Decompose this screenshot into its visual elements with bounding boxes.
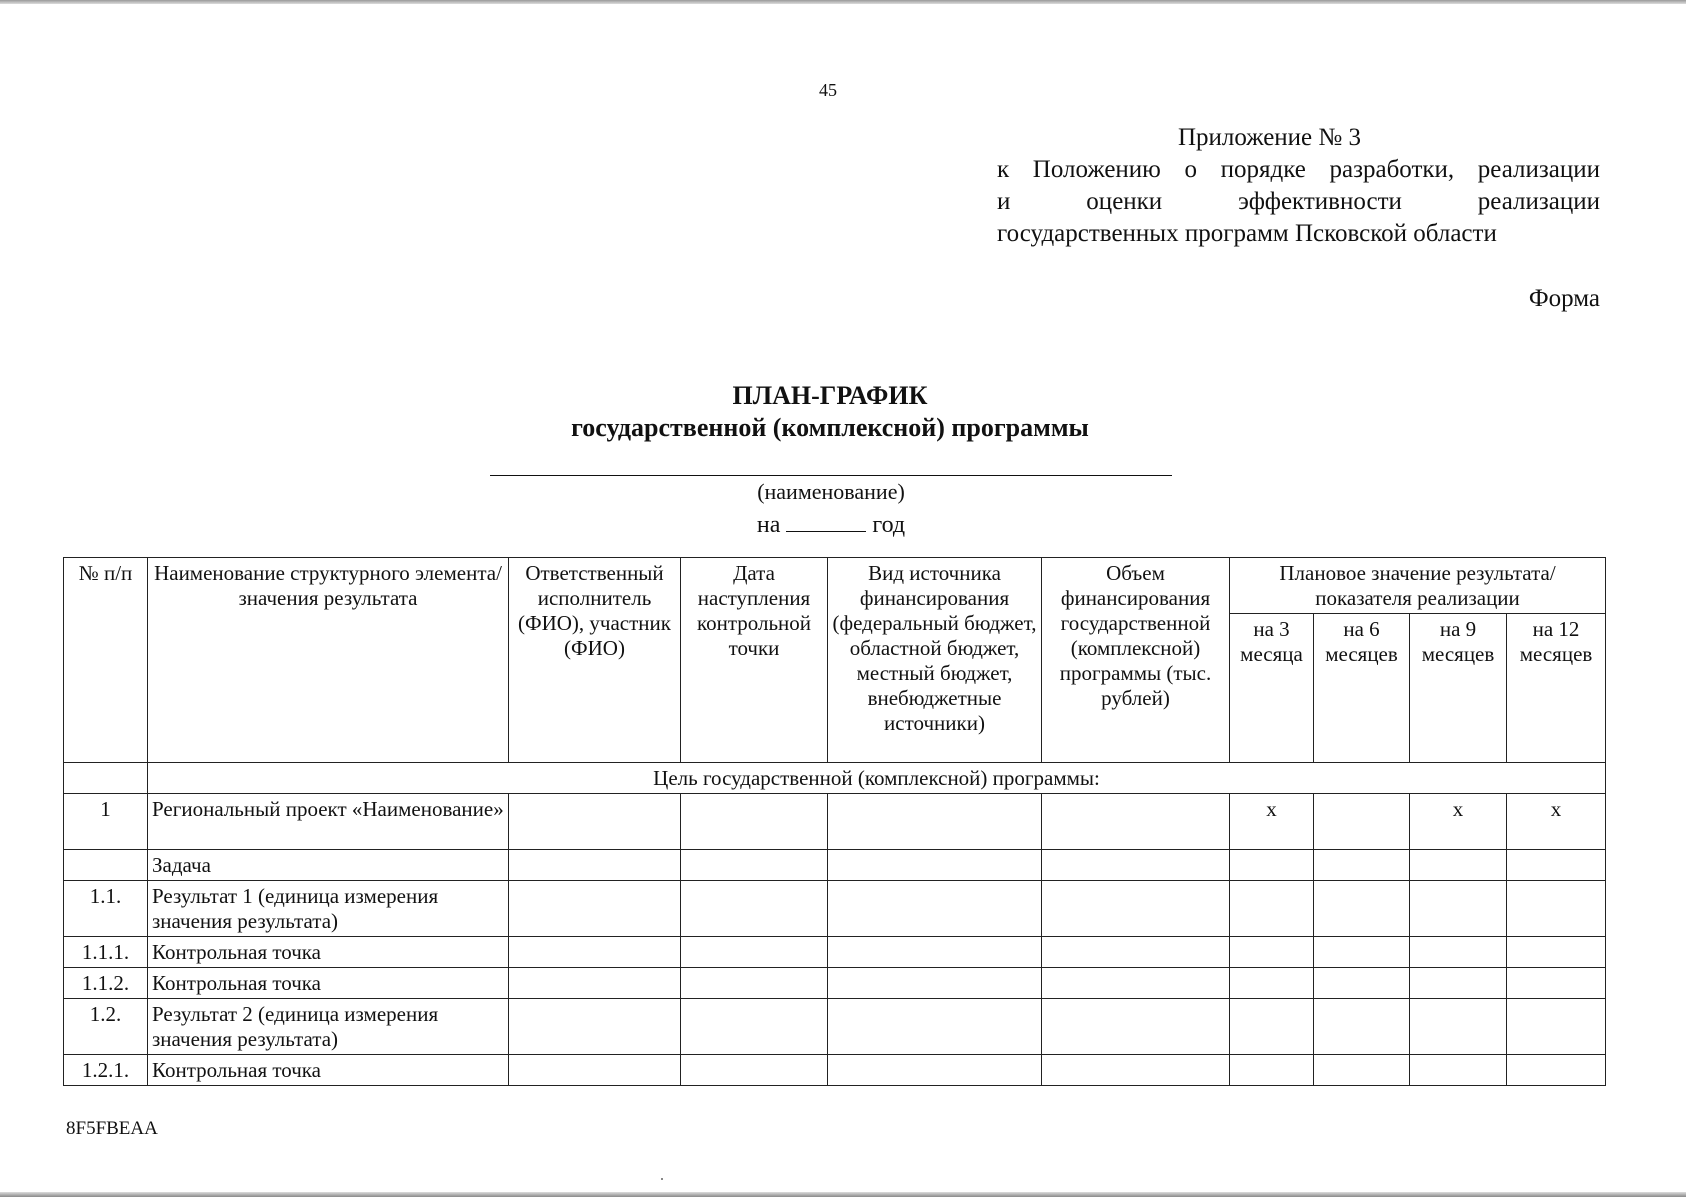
table-row: [64, 881, 1606, 937]
table-row: [64, 999, 1606, 1055]
row-responsible: [509, 881, 681, 937]
row-num: 1.1.: [64, 881, 148, 937]
header-planned-3m: на 3 месяца: [1230, 614, 1314, 763]
row-name: Контрольная точка: [148, 1055, 509, 1086]
row-name: Задача: [148, 850, 509, 881]
row-plan-12m: [1507, 937, 1606, 968]
header-name: Наименование структурного элемента/ значения результата: [148, 558, 509, 763]
row-source: [828, 999, 1042, 1055]
row-date: [681, 850, 828, 881]
row-source: [828, 1055, 1042, 1086]
row-plan-6m: [1314, 1055, 1410, 1086]
row-source: [828, 937, 1042, 968]
program-name-underline: [490, 475, 1172, 476]
scan-edge-top: [0, 0, 1686, 4]
row-name: Контрольная точка: [148, 937, 509, 968]
row-plan-12m: [1507, 968, 1606, 999]
row-plan-6m: [1314, 881, 1410, 937]
row-plan-6m: [1314, 794, 1410, 850]
table-row: [64, 794, 1606, 850]
row-source: [828, 881, 1042, 937]
row-responsible: [509, 794, 681, 850]
row-num: 1.1.1.: [64, 937, 148, 968]
header-source: Вид источника финансирования (федеральный бюджет, областной бюджет, местный бюджет, внебюджетные источники): [828, 558, 1042, 763]
row-plan-3m: х: [1230, 794, 1314, 850]
row-volume: [1042, 794, 1230, 850]
row-name: Контрольная точка: [148, 968, 509, 999]
header-num: № п/п: [64, 558, 148, 763]
goal-num-cell: [64, 763, 148, 794]
row-num: 1.1.2.: [64, 968, 148, 999]
row-responsible: [509, 937, 681, 968]
row-plan-12m: [1507, 881, 1606, 937]
row-responsible: [509, 968, 681, 999]
row-source: [828, 968, 1042, 999]
appendix-block: [997, 122, 1600, 250]
row-plan-6m: [1314, 968, 1410, 999]
form-label: Форма: [1528, 285, 1600, 312]
row-responsible: [509, 1055, 681, 1086]
row-plan-3m: [1230, 937, 1314, 968]
row-plan-9m: [1410, 968, 1507, 999]
title-line-1: ПЛАН-ГРАФИК: [732, 381, 928, 410]
row-plan-9m: [1410, 1055, 1507, 1086]
row-num: 1.2.: [64, 999, 148, 1055]
row-date: [681, 968, 828, 999]
row-plan-9m: [1410, 850, 1507, 881]
row-date: [681, 794, 828, 850]
row-num: [64, 850, 148, 881]
header-planned-12m: на 12 месяцев: [1507, 614, 1606, 763]
row-plan-12m: х: [1507, 794, 1606, 850]
row-volume: [1042, 850, 1230, 881]
document-code: 8F5FBEAA: [66, 1118, 158, 1139]
row-name: Результат 1 (единица измерения значения результата): [148, 881, 509, 937]
scan-edge-bottom: [0, 1192, 1686, 1197]
row-volume: [1042, 968, 1230, 999]
row-plan-9m: [1410, 999, 1507, 1055]
document-title: [400, 380, 1260, 444]
table-row: [64, 968, 1606, 999]
row-plan-9m: [1410, 937, 1507, 968]
row-plan-3m: [1230, 850, 1314, 881]
row-responsible: [509, 850, 681, 881]
row-date: [681, 999, 828, 1055]
row-volume: [1042, 881, 1230, 937]
table-row: [64, 1055, 1606, 1086]
row-responsible: [509, 999, 681, 1055]
row-name: Региональный проект «Наименование»: [148, 794, 509, 850]
row-volume: [1042, 937, 1230, 968]
row-plan-6m: [1314, 850, 1410, 881]
row-plan-6m: [1314, 937, 1410, 968]
row-plan-6m: [1314, 999, 1410, 1055]
table-row: [64, 937, 1606, 968]
row-volume: [1042, 1055, 1230, 1086]
row-plan-9m: х: [1410, 794, 1507, 850]
appendix-line-2: и оценки эффективности реализации: [997, 188, 1600, 215]
row-name: Результат 2 (единица измерения значения результата): [148, 999, 509, 1055]
row-volume: [1042, 999, 1230, 1055]
header-date: Дата наступления контрольной точки: [681, 558, 828, 763]
header-planned-9m: на 9 месяцев: [1410, 614, 1507, 763]
title-line-2: государственной (комплексной) программы: [571, 413, 1089, 442]
year-prefix: на: [756, 512, 781, 538]
row-date: [681, 881, 828, 937]
scan-speck: [661, 1178, 663, 1180]
row-date: [681, 1055, 828, 1086]
page-number: 45: [819, 80, 837, 100]
row-num: 1: [64, 794, 148, 850]
header-row-1: [64, 558, 1606, 614]
year-suffix: год: [872, 512, 906, 538]
row-plan-12m: [1507, 1055, 1606, 1086]
header-responsible: Ответственный исполнитель (ФИО), участник (ФИО): [509, 558, 681, 763]
year-line: [600, 511, 1062, 539]
appendix-line-3: государственных программ Псковской области: [997, 220, 1497, 247]
row-source: [828, 794, 1042, 850]
row-plan-9m: [1410, 881, 1507, 937]
appendix-line-1: к Положению о порядке разработки, реализации: [997, 156, 1600, 183]
row-date: [681, 937, 828, 968]
plan-schedule-table: [63, 557, 1606, 1086]
goal-row: [64, 763, 1606, 794]
header-volume: Объем финансирования государственной (комплексной) программы (тыс. рублей): [1042, 558, 1230, 763]
year-blank: [786, 511, 866, 532]
row-num: 1.2.1.: [64, 1055, 148, 1086]
row-plan-3m: [1230, 999, 1314, 1055]
appendix-title: Приложение № 3: [1177, 124, 1362, 151]
row-source: [828, 850, 1042, 881]
header-planned: Плановое значение результата/показателя реализации: [1230, 558, 1606, 614]
row-plan-12m: [1507, 850, 1606, 881]
row-plan-3m: [1230, 968, 1314, 999]
goal-cell: Цель государственной (комплексной) программы:: [148, 763, 1606, 794]
program-name-caption: (наименование): [757, 479, 905, 504]
header-planned-6m: на 6 месяцев: [1314, 614, 1410, 763]
row-plan-3m: [1230, 881, 1314, 937]
row-plan-3m: [1230, 1055, 1314, 1086]
row-plan-12m: [1507, 999, 1606, 1055]
table-row: [64, 850, 1606, 881]
